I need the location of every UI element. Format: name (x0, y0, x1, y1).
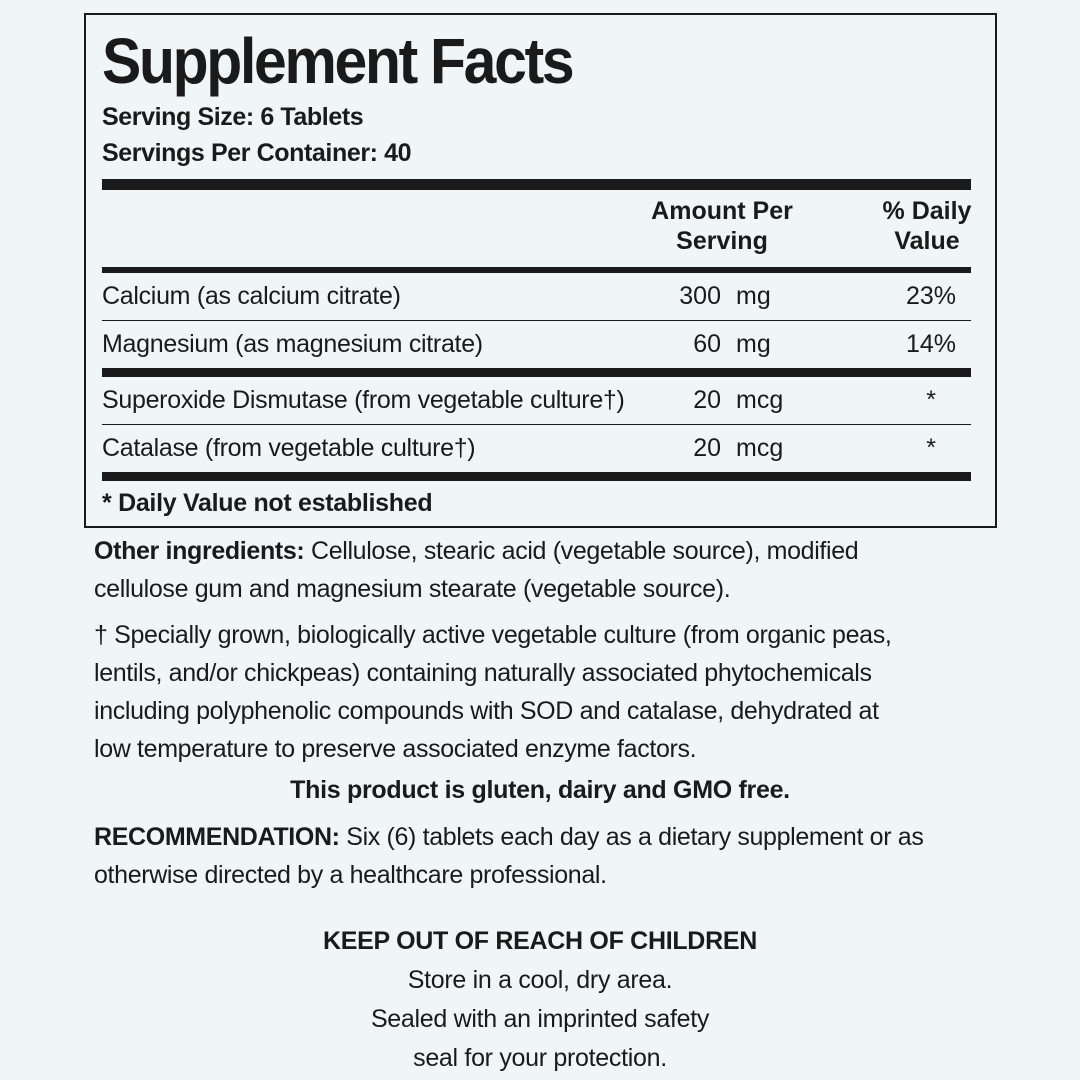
dagger-note-line: † Specially grown, biologically active vegetable culture (from organic peas, (94, 621, 892, 649)
column-header (102, 190, 971, 267)
divider-heavy (102, 472, 971, 481)
nutrient-unit: mcg (736, 434, 784, 462)
nutrient-row-calcium (102, 273, 971, 320)
nutrient-unit: mg (736, 282, 771, 310)
nutrient-daily-value: * (926, 434, 936, 462)
amount-header-line1: Amount Per (651, 197, 793, 225)
other-ingredients-text: Cellulose, stearic acid (vegetable source), modified (304, 537, 859, 565)
recommendation (94, 818, 994, 894)
seal-notice-line1: Sealed with an imprinted safety (370, 1005, 710, 1033)
divider-heavy (102, 368, 971, 377)
daily-value-header (862, 196, 992, 256)
nutrient-unit: mcg (736, 386, 784, 414)
dagger-note-line: including polyphenolic compounds with SOD and catalase, dehydrated at (94, 697, 879, 725)
nutrient-daily-value: 14% (905, 330, 956, 358)
other-ingredients (94, 532, 994, 608)
amount-header-line2: Serving (676, 227, 768, 255)
nutrient-name: Calcium (as calcium citrate) (102, 282, 401, 310)
other-ingredients-line2: cellulose gum and magnesium stearate (vegetable source). (94, 575, 731, 603)
other-ingredients-line1 (94, 532, 994, 570)
amount-per-serving-header (642, 196, 802, 256)
nutrient-amount: 20 (693, 386, 721, 414)
supplement-facts-panel (84, 13, 997, 528)
allergen-free-statement: This product is gluten, dairy and GMO free. (290, 776, 790, 804)
warning-heading: KEEP OUT OF REACH OF CHILDREN (323, 927, 757, 955)
nutrient-name: Magnesium (as magnesium citrate) (102, 330, 483, 358)
divider-thick (102, 179, 971, 190)
dagger-note-line: lentils, and/or chickpeas) containing naturally associated phytochemicals (94, 659, 872, 687)
nutrient-daily-value: * (926, 386, 936, 414)
nutrient-name: Superoxide Dismutase (from vegetable culture†) (102, 386, 625, 414)
dagger-note (94, 616, 994, 768)
recommendation-line2: otherwise directed by a healthcare professional. (94, 861, 607, 889)
daily-value-footnote: * Daily Value not established (102, 489, 433, 517)
recommendation-label: RECOMMENDATION: (94, 823, 340, 851)
dv-header-line2: Value (894, 227, 960, 255)
panel-title: Supplement Facts (102, 25, 573, 97)
nutrient-name: Catalase (from vegetable culture†) (102, 434, 476, 462)
serving-info (102, 99, 971, 171)
seal-notice-line2: seal for your protection. (413, 1044, 667, 1072)
serving-size: Serving Size: 6 Tablets (102, 103, 364, 131)
nutrient-amount: 300 (679, 282, 721, 310)
nutrient-amount: 20 (693, 434, 721, 462)
nutrient-row-catalase (102, 425, 971, 472)
nutrient-unit: mg (736, 330, 771, 358)
nutrient-amount: 60 (693, 330, 721, 358)
other-ingredients-label: Other ingredients: (94, 537, 305, 565)
nutrient-row-superoxide-dismutase (102, 377, 971, 424)
recommendation-text: Six (6) tablets each day as a dietary supplement or as (339, 823, 924, 851)
recommendation-line1 (94, 818, 994, 856)
nutrient-daily-value: 23% (905, 282, 956, 310)
nutrient-row-magnesium (102, 321, 971, 368)
dv-header-line1: % Daily (882, 197, 972, 225)
storage-instructions: Store in a cool, dry area. (407, 966, 673, 994)
dagger-note-line: low temperature to preserve associated enzyme factors. (94, 735, 697, 763)
servings-per-container: Servings Per Container: 40 (102, 139, 412, 167)
